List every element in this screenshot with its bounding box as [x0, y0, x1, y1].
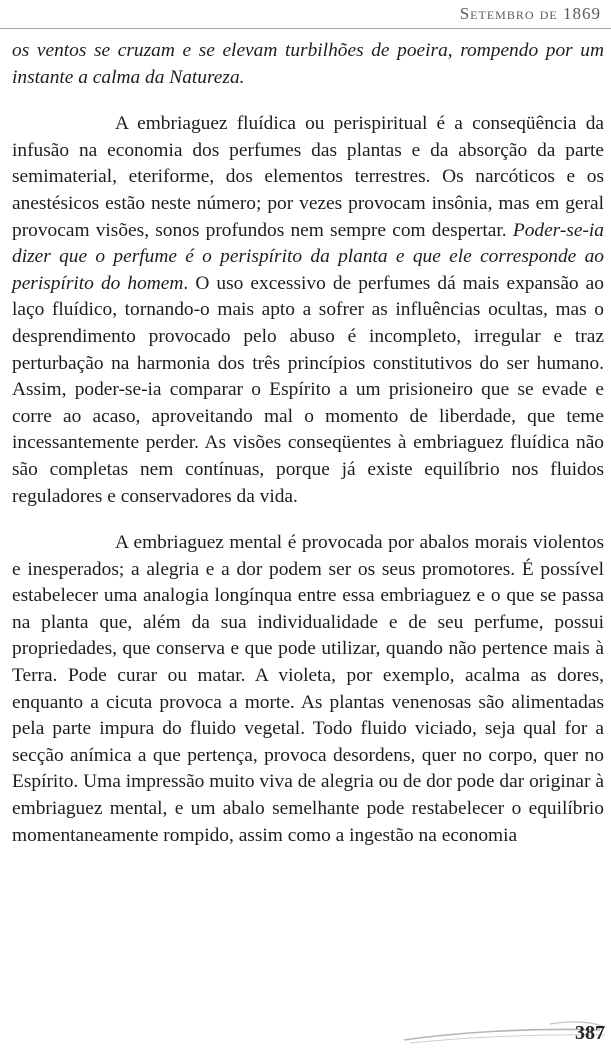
paragraph-mental-drunkenness [12, 530, 604, 849]
text-segment: A embriaguez mental é provocada por abalos morais violentos e inesperados; a alegria e a dor podem ser os seus promotores. É possível estabelecer uma analogia longínqua entre essa embriaguez e o que se passa na planta que, além da sua individualidade e de seu perfume, possui propriedades, que conserva e que pode utilizar, quando não pertence mais à Terra. Pode curar ou matar. A violeta, por exemplo, acalma as dores, enquanto a cicuta provoca a morte. As plantas venenosas são alimentadas pela parte impura do fluido vegetal. Todo fluido viciado, seja qual for a secção anímica a que pertença, provoca desordens, quer no corpo, quer no Espírito. Uma impressão muito viva de alegria ou de dor pode dar originar à embriaguez mental, e um abalo semelhante pode restabelecer o equilíbrio momentaneamente rompido, assim como a ingestão na economia [12, 532, 604, 846]
header-rule [0, 28, 611, 29]
text-segment: os ventos se cruzam e se elevam turbilhões de poeira, rompendo por um instante a calma da Natureza. [12, 40, 604, 88]
paragraph-fluidic-drunkenness [12, 111, 604, 510]
running-header: Setembro de 1869 [459, 4, 601, 23]
text-segment-italic: Poder-se-ia dizer que o perfume é o perispírito da planta e que ele corresponde ao perispírito do homem [12, 219, 604, 294]
paragraph-continuation [12, 38, 604, 91]
page-number: 387 [575, 1022, 605, 1044]
page-footer [400, 1010, 611, 1049]
text-segment: A embriaguez fluídica ou perispiritual é a conseqüência da infusão na economia dos perfumes das plantas e da absorção da parte semimaterial, eteriforme, dos elementos terrestres. Os narcóticos e os anestésicos estão neste número; por vezes provocam insônia, mas em geral provocam visões, sonos profundos nem sempre com despertar. [12, 113, 604, 241]
body-text [12, 38, 604, 849]
text-segment: . O uso excessivo de perfumes dá mais expansão ao laço fluídico, tornando-o mais apto a sofrer as influências ocultas, mas o desprendimento provocado pelo abuso é incompleto, irregular e traz perturbação na harmonia dos três princípios constitutivos do ser humano. Assim, poder-se-ia comparar o Espírito a um prisioneiro que se evade e corre ao acaso, aproveitando mal o momento de liberdade, que teme incessantemente perder. As visões conseqüentes à embriaguez fluídica não são completas nem contínuas, porque já existe equilíbrio nos fluidos reguladores e conservadores da vida. [12, 272, 604, 507]
